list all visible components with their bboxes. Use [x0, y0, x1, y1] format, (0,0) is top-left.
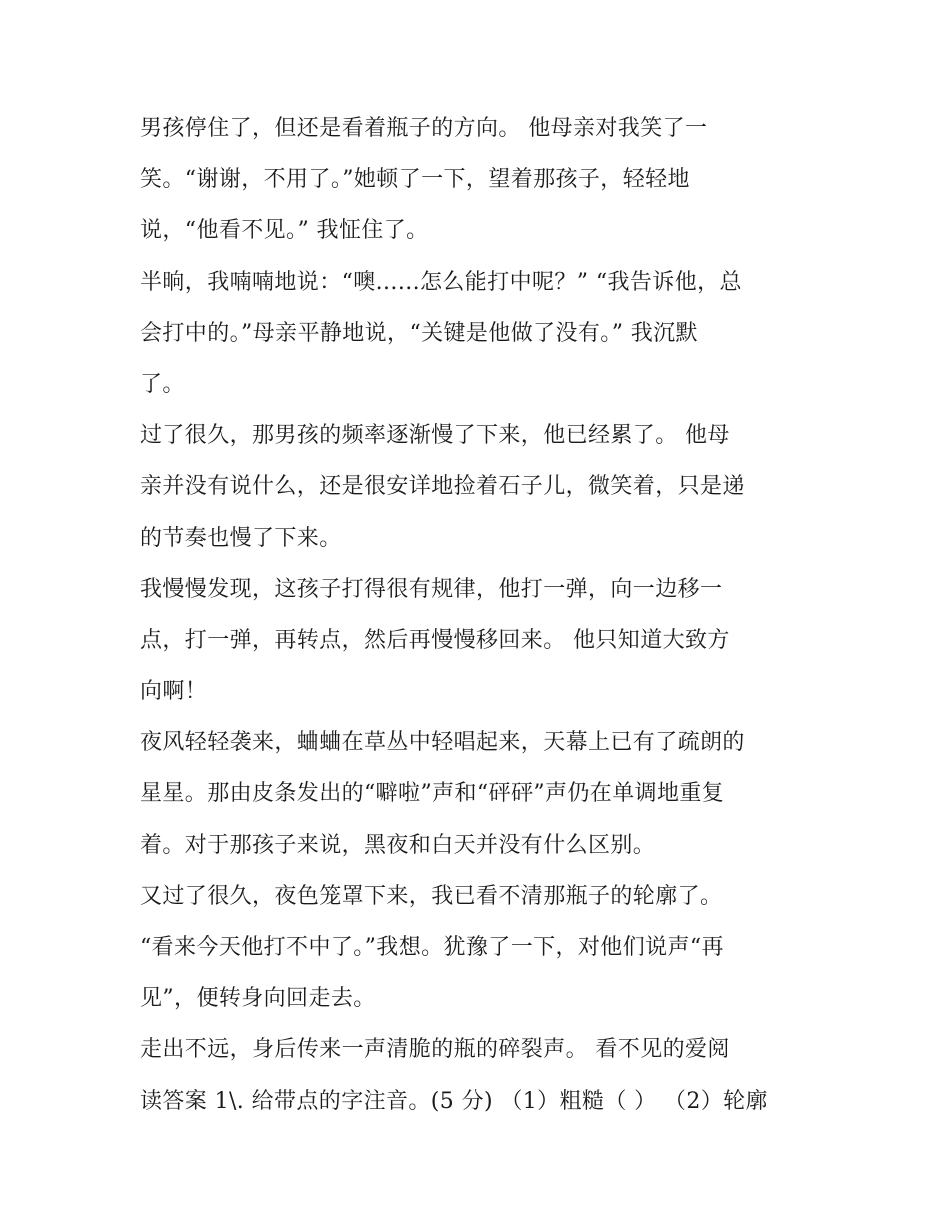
text-line: 的节奏也慢了下来。	[140, 525, 342, 551]
text-line: 了。	[140, 371, 185, 397]
text-line: 会打中的。”母亲平静地说，“关键是他做了没有。” 我沉默	[140, 320, 698, 346]
text-line: 男孩停住了，但还是看着瓶子的方向。 他母亲对我笑了一	[140, 116, 708, 141]
text-line: 过了很久，那男孩的频率逐渐慢了下来，他已经累了。 他母	[140, 423, 730, 449]
text-line: 又过了很久，夜色笼罩下来，我已看不清那瓶子的轮廓了。	[140, 883, 723, 909]
text-line: 我慢慢发现，这孩子打得很有规律，他打一弹，向一边移一	[140, 576, 723, 602]
text-line: 亲并没有说什么，还是很安详地捡着石子儿，微笑着，只是递	[140, 474, 745, 500]
text-line: 点，打一弹，再转点，然后再慢慢移回来。 他只知道大致方	[140, 627, 730, 653]
text-line: 着。对于那孩子来说，黑夜和白天并没有什么区别。	[140, 832, 656, 858]
text-line: 读答案 1\. 给带点的字注音。(5 分) （1）粗糙（ ） （2）轮廓	[140, 1088, 768, 1114]
text-line: 见”，便转身向回走去。	[140, 986, 376, 1012]
body-text	[140, 103, 820, 1127]
text-line: 星星。那由皮条发出的“噼啦”声和“砰砰”声仍在单调地重复	[140, 781, 725, 807]
text-line: 说，“他看不见。” 我怔住了。	[140, 218, 429, 244]
text-line: 半晌，我喃喃地说：“噢......怎么能打中呢？” “我告诉他，总	[140, 269, 742, 295]
text-line: 夜风轻轻袭来，蛐蛐在草丛中轻唱起来，天幕上已有了疏朗的	[140, 730, 745, 756]
text-line: 走出不远，身后传来一声清脆的瓶的碎裂声。 看不见的爱阅	[140, 1037, 730, 1063]
text-line: “看来今天他打不中了。”我想。犹豫了一下，对他们说声“再	[140, 935, 724, 960]
text-line: 向啊！	[140, 679, 208, 705]
text-line: 笑。“谢谢，不用了。”她顿了一下，望着那孩子，轻轻地	[140, 167, 690, 193]
